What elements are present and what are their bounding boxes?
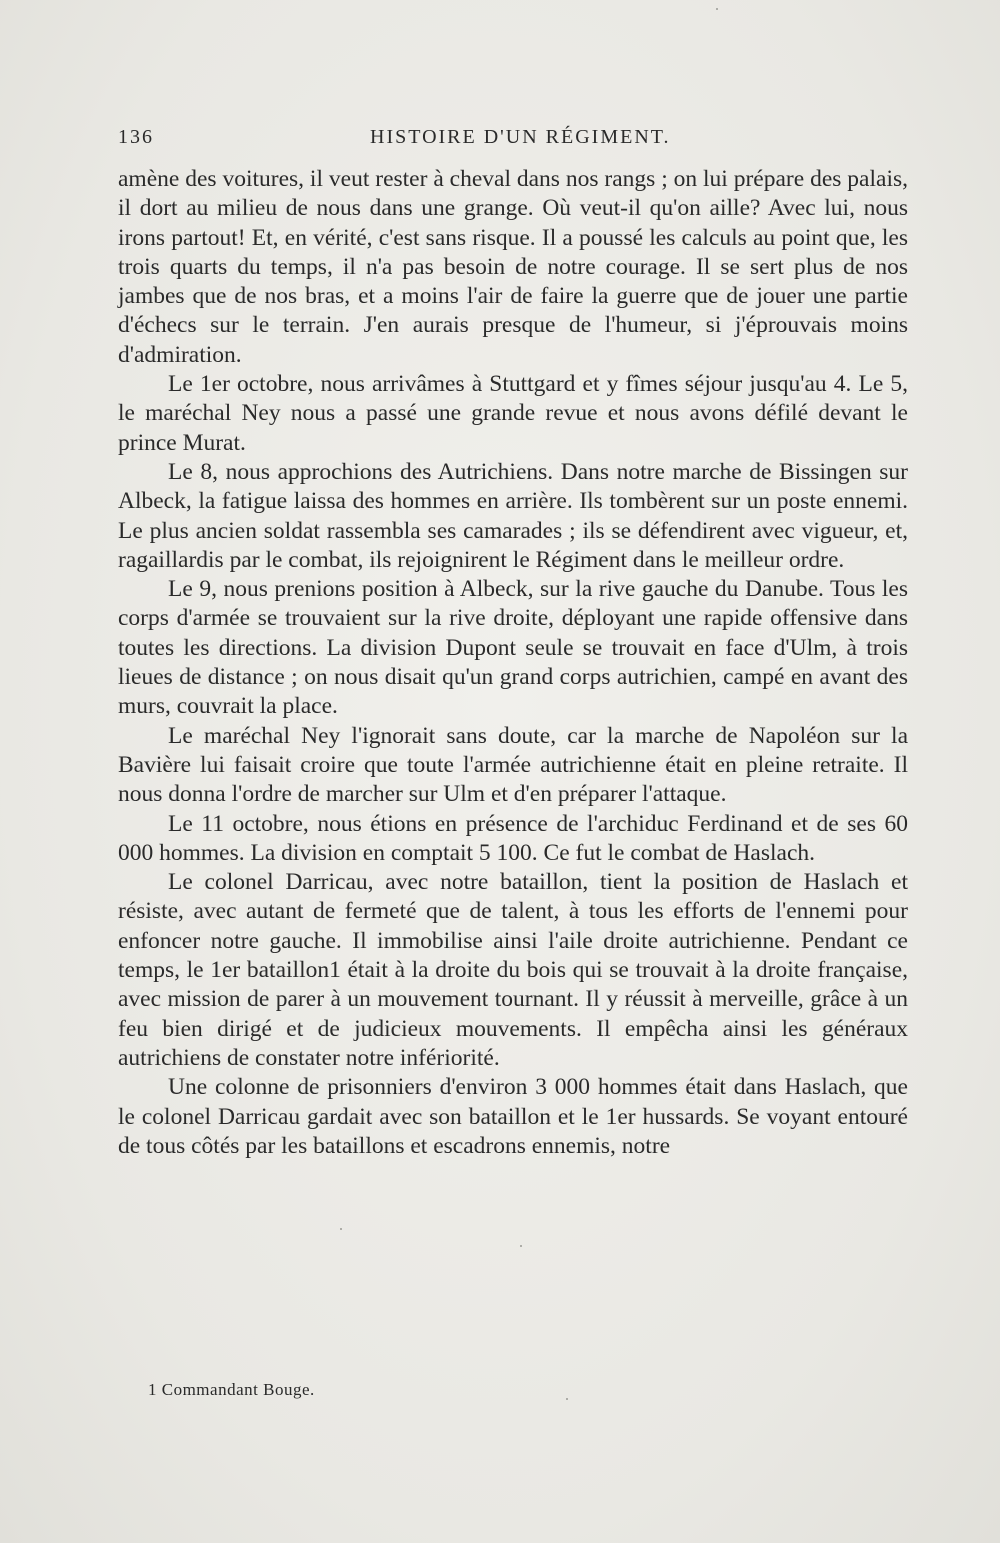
paragraph: Le colonel Darricau, avec notre bataillon, tient la position de Haslach et résiste, avec autant de fermeté que de talent, à tous les efforts de l'ennemi pour enfoncer notre gauche. Il immobilise ainsi l'aile droite autrichienne. Pendant ce temps, le 1er bataillon1 était à la droite du bois qui se trouvait à la droite française, avec mission de parer à un mouvement tournant. Il y réussit à merveille, grâce à un feu bien dirigé et de judicieux mouvements. Il empêcha ainsi les généraux autrichiens de constater notre infériorité. <box>118 869 908 1071</box>
paragraph: amène des voitures, il veut rester à cheval dans nos rangs ; on lui prépare des palais, il dort au milieu de nous dans une grange. Où veut-il qu'on aille? Avec lui, nous irons partout! Et, en vérité, c'est sans risque. Il a poussé les calculs au point que, les trois quarts du temps, il n'a pas besoin de notre courage. Il se sert plus de nos jambes que de nos bras, et a moins l'air de faire la guerre que de jouer une partie d'échecs sur le terrain. J'en aurais presque de l'humeur, si j'éprouvais moins d'admiration. <box>118 166 908 368</box>
body-text <box>118 165 908 1161</box>
paper-speck <box>520 1245 522 1247</box>
paper-speck <box>340 1228 342 1230</box>
paragraph: Le 9, nous prenions position à Albeck, sur la rive gauche du Danube. Tous les corps d'armée se trouvaient sur la rive droite, déployant une rapide offensive dans toutes les directions. La division Dupont seule se trouvait en face d'Ulm, à trois lieues de distance ; on nous disait qu'un grand corps autrichien, campé en avant des murs, couvrait la place. <box>118 576 908 720</box>
paper-speck <box>566 1398 568 1400</box>
paragraph: Le 1er octobre, nous arrivâmes à Stuttgard et y fîmes séjour jusqu'au 4. Le 5, le maréchal Ney nous a passé une grande revue et nous avons défilé devant le prince Murat. <box>118 371 908 456</box>
footnote: 1 Commandant Bouge. <box>148 1380 315 1399</box>
running-title: HISTOIRE D'UN RÉGIMENT. <box>370 126 671 148</box>
page-number: 136 <box>118 126 154 148</box>
page-header <box>118 126 908 156</box>
paragraph: Le 8, nous approchions des Autrichiens. Dans notre marche de Bissingen sur Albeck, la fatigue laissa des hommes en arrière. Ils tombèrent sur un poste ennemi. Le plus ancien soldat rassembla ses camarades ; ils se défendirent avec vigueur, et, ragaillardis par le combat, ils rejoignirent le Régiment dans le meilleur ordre. <box>118 458 908 573</box>
paragraph: Une colonne de prisonniers d'environ 3 000 hommes était dans Haslach, que le colonel Darricau gardait avec son bataillon et le 1er hussards. Se voyant entouré de tous côtés par les bataillons et escadrons ennemis, notre <box>118 1074 908 1159</box>
paper-speck <box>716 8 718 10</box>
paragraph: Le maréchal Ney l'ignorait sans doute, car la marche de Napoléon sur la Bavière lui faisait croire que toute l'armée autrichienne était en pleine retraite. Il nous donna l'ordre de marcher sur Ulm et d'en préparer l'attaque. <box>118 722 908 808</box>
paragraph: Le 11 octobre, nous étions en présence de l'archiduc Ferdinand et de ses 60 000 hommes. La division en comptait 5 100. Ce fut le combat de Haslach. <box>118 810 908 866</box>
